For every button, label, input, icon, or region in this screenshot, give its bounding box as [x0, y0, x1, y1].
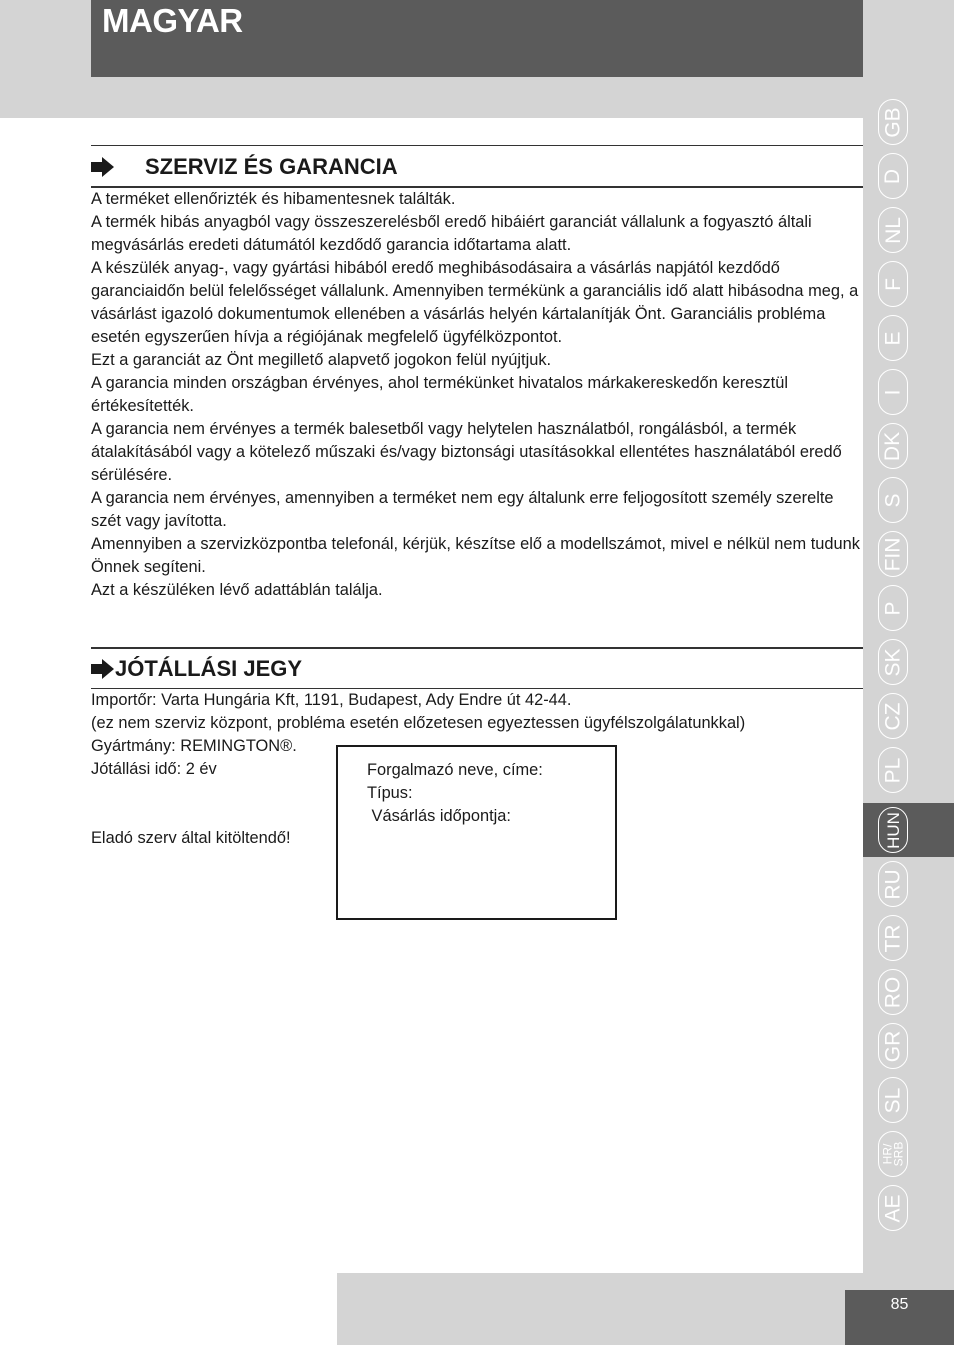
paragraph: A készülék anyag-, vagy gyártási hibából eredő meghibásodásaira a vásárlás napjától kezdődő garanciaidőn belül felelősséget vállalunk. Amennyiben termékünk a garanciális idő alatt hibásodna meg, a vásárlást igazoló dokumentumok ellenében a vásárlás helyén kártalanítják Önt. Garanciális probléma esetén egyszerűen hívja a régiójának megfelelő ügyfélközpontot. [91, 259, 859, 346]
type-field-label: Típus: [367, 784, 413, 802]
paragraph: A termék hibás anyagból vagy összeszerelésből eredő hibáiért garanciát vállalunk a fogyasztó általi megvásárlás eredeti dátumától kezdődő garancia időtartama alatt. [91, 213, 812, 254]
lang-tab-ru[interactable] [863, 857, 954, 911]
brand-line: Gyártmány: REMINGTON®. [91, 737, 297, 755]
section-rule [91, 647, 863, 649]
paragraph: A garancia nem érvényes, amennyiben a terméket nem egy általunk erre feljogosított személy szerelte szét vagy javította. [91, 489, 834, 530]
lang-label: AE [881, 1193, 905, 1223]
importer-note: (ez nem szerviz központ, probléma esetén előzetesen egyeztessen ügyfélszolgálatunkkal) [91, 714, 746, 732]
lang-label: I [881, 389, 905, 395]
lang-tab-ae[interactable] [863, 1181, 954, 1235]
lang-tab-f[interactable] [863, 257, 954, 311]
lang-label: NL [881, 216, 905, 244]
lang-tab-p[interactable] [863, 581, 954, 635]
lang-label: S [881, 492, 905, 508]
purchase-date-field-label: Vásárlás időpontja: [367, 807, 511, 825]
lang-tab-ro[interactable] [863, 965, 954, 1019]
lang-label: SL [881, 1087, 905, 1113]
lang-tab-nl[interactable] [863, 203, 954, 257]
header-bar [91, 0, 863, 77]
lang-tab-gr[interactable] [863, 1019, 954, 1073]
lang-tab-fin[interactable] [863, 527, 954, 581]
lang-tab-e[interactable] [863, 311, 954, 365]
lang-label: CZ [881, 702, 905, 730]
seller-fill-note: Eladó szerv által kitöltendő! [91, 829, 291, 847]
lang-label: RO [881, 976, 905, 1008]
lang-tab-hun[interactable] [863, 803, 954, 857]
lang-tab-tr[interactable] [863, 911, 954, 965]
lang-label: PL [881, 757, 905, 783]
lang-label: GB [881, 106, 905, 138]
importer-line: Importőr: Varta Hungária Kft, 1191, Budapest, Ady Endre út 42-44. [91, 691, 572, 709]
bottom-band [337, 1273, 863, 1345]
paragraph: A garancia minden országban érvényes, ahol termékünket hivatalos márkakereskedőn keresztül értékesítették. [91, 374, 788, 415]
lang-tab-gb[interactable] [863, 95, 954, 149]
paragraph: A garancia nem érvényes a termék balesetből vagy helytelen használatból, rongálásból, a termék átalakításából vagy a kötelező műszaki és/vagy biztonsági utasításokkal ellentétes használatából eredő sérülésére. [91, 420, 842, 484]
section-heading-warranty-card [91, 656, 302, 682]
lang-label: D [881, 168, 905, 184]
warranty-period: Jótállási idő: 2 év [91, 760, 217, 778]
lang-tab-hr-srb[interactable] [863, 1127, 954, 1181]
paragraph: A terméket ellenőrizték és hibamentesnek találták. [91, 190, 456, 208]
warranty-form-box [336, 745, 617, 920]
lang-label: FIN [881, 537, 905, 571]
lang-tab-pl[interactable] [863, 743, 954, 797]
paragraph: Amennyiben a szervizközpontba telefonál, kérjük, készítse elő a modellszámot, mivel e nélkül nem tudunk Önnek segíteni. [91, 535, 860, 576]
lang-tab-cz[interactable] [863, 689, 954, 743]
section-title: JÓTÁLLÁSI JEGY [115, 656, 303, 681]
lang-tab-sl[interactable] [863, 1073, 954, 1127]
lang-label: HUN [883, 811, 903, 849]
page-number: 85 [890, 1296, 909, 1313]
paragraph: Ezt a garanciát az Önt megillető alapvető jogokon felül nyújtjuk. [91, 351, 552, 369]
lang-label: HR/ SRB [880, 1141, 905, 1167]
lang-label: TR [881, 924, 905, 952]
lang-tab-d[interactable] [863, 149, 954, 203]
lang-tab-dk[interactable] [863, 419, 954, 473]
lang-label: GR [881, 1030, 905, 1062]
lang-label: SK [881, 647, 905, 677]
lang-label: F [881, 277, 905, 291]
section-rule [91, 145, 863, 146]
section-heading-service [91, 154, 398, 180]
page-title: MAGYAR [102, 2, 243, 39]
lang-label: DK [881, 431, 905, 461]
lang-tab-s[interactable] [863, 473, 954, 527]
service-text [91, 188, 866, 602]
dealer-field-label: Forgalmazó neve, címe: [367, 761, 543, 779]
lang-label: RU [881, 868, 905, 900]
lang-tab-i[interactable] [863, 365, 954, 419]
lang-tab-sk[interactable] [863, 635, 954, 689]
page-number-box [845, 1290, 954, 1345]
paragraph: Azt a készüléken lévő adattáblán találja. [91, 581, 383, 599]
lang-label: E [881, 330, 905, 346]
lang-label: P [881, 600, 905, 616]
section-title: SZERVIZ ÉS GARANCIA [145, 154, 398, 179]
